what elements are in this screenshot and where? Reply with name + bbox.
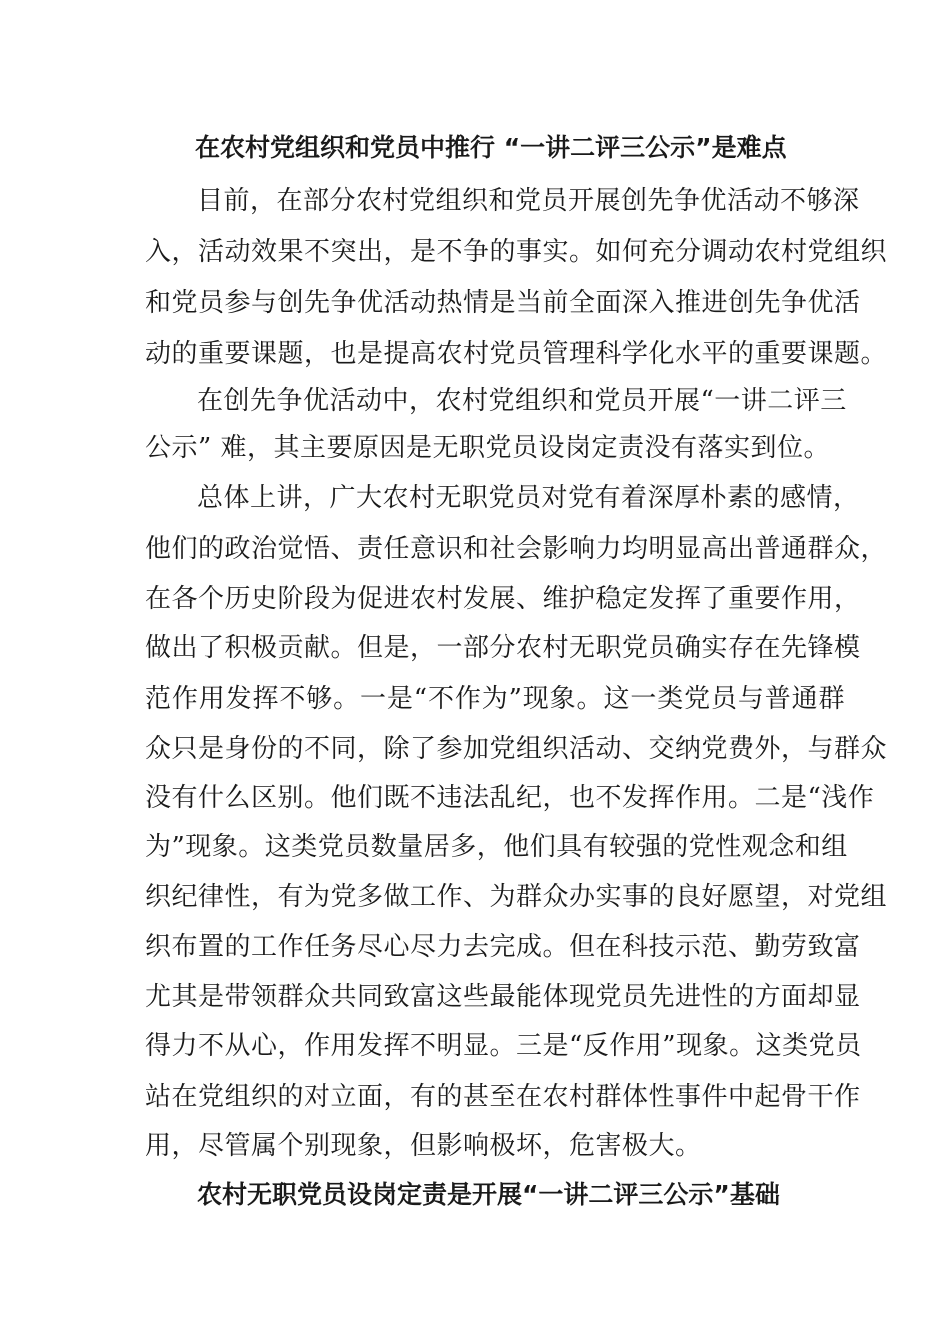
paragraph-line: 动的重要课题，也是提高农村党员管理科学化水平的重要课题。 [145,339,888,369]
paragraph-line: 站在党组织的对立面，有的甚至在农村群体性事件中起骨干作 [145,1082,861,1112]
section-heading-1: 在农村党组织和党员中推行 “一讲二评三公示”是难点 [195,133,787,162]
paragraph-line: 织布置的工作任务尽心尽力去完成。但在科技示范、勤劳致富 [145,932,861,962]
section-heading-2: 农村无职党员设岗定责是开展“一讲二评三公示”基础 [197,1180,780,1209]
paragraph-line: 他们的政治觉悟、责任意识和社会影响力均明显高出普通群众， [145,534,888,564]
paragraph-line: 在各个历史阶段为促进农村发展、维护稳定发挥了重要作用， [145,584,861,614]
paragraph-line: 总体上讲，广大农村无职党员对党有着深厚朴素的感情， [197,483,860,513]
paragraph-line: 织纪律性，有为党多做工作、为群众办实事的良好愿望，对党组 [145,882,888,912]
paragraph-line: 众只是身份的不同，除了参加党组织活动、交纳党费外，与群众 [145,734,888,764]
paragraph-line: 没有什么区别。他们既不违法乱纪，也不发挥作用。二是“浅作 [145,783,875,813]
paragraph-line: 用，尽管属个别现象，但影响极坏，危害极大。 [145,1131,702,1161]
paragraph-line: 做出了积极贡献。但是，一部分农村无职党员确实存在先锋模 [145,633,861,663]
paragraph-line: 得力不从心，作用发挥不明显。三是“反作用”现象。这类党员 [145,1031,862,1061]
paragraph-line: 公示” 难，其主要原因是无职党员设岗定责没有落实到位。 [145,433,831,463]
paragraph-line: 为”现象。这类党员数量居多，他们具有较强的党性观念和组 [145,832,848,862]
paragraph-line: 尤其是带领群众共同致富这些最能体现党员先进性的方面却显 [145,982,861,1012]
paragraph-line: 在创先争优活动中，农村党组织和党员开展“一讲二评三 [197,386,847,416]
paragraph-line: 目前，在部分农村党组织和党员开展创先争优活动不够深 [197,186,860,216]
paragraph-line: 入，活动效果不突出，是不争的事实。如何充分调动农村党组织 [145,237,888,267]
paragraph-line: 范作用发挥不够。一是“不作为”现象。这一类党员与普通群 [145,684,845,714]
paragraph-line: 和党员参与创先争优活动热情是当前全面深入推进创先争优活 [145,288,861,318]
